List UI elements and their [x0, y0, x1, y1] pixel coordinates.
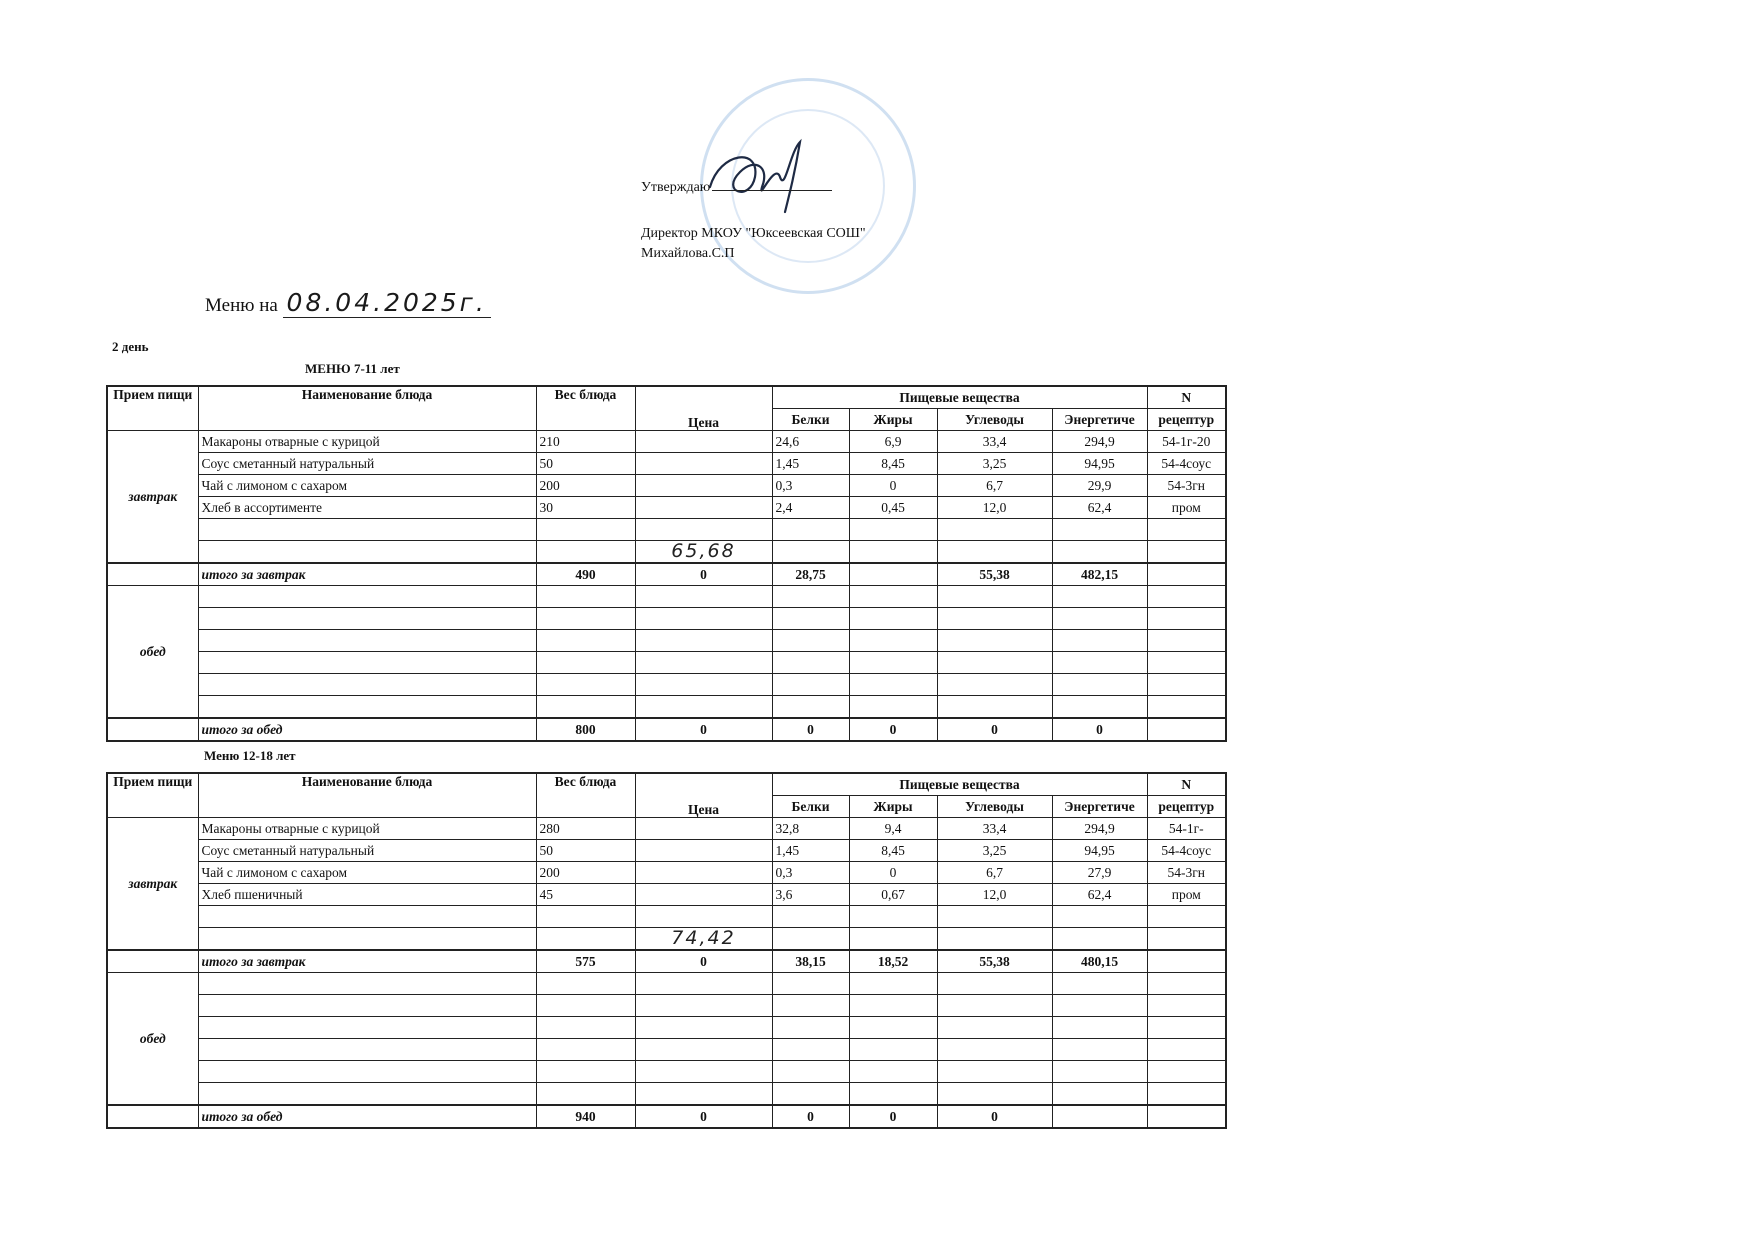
total-price: 0: [635, 950, 772, 973]
dish-carbs: 12,0: [937, 884, 1052, 906]
dish-protein: 32,8: [772, 818, 849, 840]
table-row: [107, 475, 1226, 497]
table-row-empty: [107, 519, 1226, 541]
dish-energy: 62,4: [1052, 884, 1147, 906]
total-energy: 0: [1052, 718, 1147, 741]
total-price: 0: [635, 563, 772, 586]
dish-recipe: 54-3гн: [1147, 475, 1226, 497]
dish-protein: 0,3: [772, 475, 849, 497]
dish-price: [635, 840, 772, 862]
col-energy: Энергетиче: [1052, 796, 1147, 818]
table-row-empty: [107, 928, 1226, 951]
total-protein: 0: [772, 718, 849, 741]
dish-name: Макароны отварные с курицой: [198, 431, 536, 453]
total-weight: 490: [536, 563, 635, 586]
total-fat: 0: [849, 718, 937, 741]
col-protein: Белки: [772, 796, 849, 818]
table-row-empty: [107, 630, 1226, 652]
table-row-empty: [107, 995, 1226, 1017]
menu-table-12-18: [106, 772, 1227, 1129]
dish-recipe: 54-1г-20: [1147, 431, 1226, 453]
dish-weight: 280: [536, 818, 635, 840]
dish-carbs: 33,4: [937, 818, 1052, 840]
table-row: [107, 884, 1226, 906]
col-recipe: рецептур: [1147, 409, 1226, 431]
total-carbs: 55,38: [937, 563, 1052, 586]
col-nutrients: Пищевые вещества: [772, 386, 1147, 409]
total-weight: 800: [536, 718, 635, 741]
table-row-empty: [107, 973, 1226, 995]
handwritten-price: 74,42: [671, 927, 736, 949]
lunch-total-row: [107, 718, 1226, 741]
total-carbs: 0: [937, 1105, 1052, 1128]
table-row: [107, 431, 1226, 453]
dish-name: Макароны отварные с курицой: [198, 818, 536, 840]
menu-date-heading: [205, 288, 491, 317]
approve-label: Утверждаю: [641, 180, 711, 195]
day-label: 2 день: [112, 339, 149, 354]
dish-protein: 1,45: [772, 840, 849, 862]
dish-carbs: 6,7: [937, 862, 1052, 884]
breakfast-total-row: [107, 950, 1226, 973]
total-carbs: 0: [937, 718, 1052, 741]
dish-fat: 8,45: [849, 453, 937, 475]
table-row-empty: [107, 652, 1226, 674]
director-name: Михайлова.С.П: [641, 246, 735, 261]
dish-fat: 8,45: [849, 840, 937, 862]
meal-breakfast: завтрак: [107, 431, 198, 564]
col-meal: Прием пищи: [107, 773, 198, 818]
dish-price: [635, 497, 772, 519]
meal-lunch: обед: [107, 586, 198, 719]
dish-recipe: 54-1г-: [1147, 818, 1226, 840]
col-carbs: Углеводы: [937, 796, 1052, 818]
menu-table-7-11: [106, 385, 1227, 742]
dish-fat: 0,45: [849, 497, 937, 519]
col-price: Цена: [635, 773, 772, 818]
total-carbs: 55,38: [937, 950, 1052, 973]
col-energy: Энергетиче: [1052, 409, 1147, 431]
total-protein: 28,75: [772, 563, 849, 586]
table-row: [107, 453, 1226, 475]
table-row: [107, 497, 1226, 519]
dish-price: [635, 475, 772, 497]
col-recipe-top: N: [1147, 773, 1226, 796]
dish-name: Хлеб в ассортименте: [198, 497, 536, 519]
dish-fat: 0,67: [849, 884, 937, 906]
col-weight: Вес блюда: [536, 386, 635, 431]
dish-price: [635, 862, 772, 884]
table-row: [107, 840, 1226, 862]
dish-energy: 294,9: [1052, 431, 1147, 453]
dish-name: Чай с лимоном с сахаром: [198, 475, 536, 497]
total-energy: [1052, 1105, 1147, 1128]
dish-carbs: 33,4: [937, 431, 1052, 453]
table-row-empty: [107, 906, 1226, 928]
table-row-empty: [107, 541, 1226, 564]
handwritten-price: 65,68: [671, 540, 736, 562]
total-label: итого за завтрак: [198, 950, 536, 973]
total-weight: 575: [536, 950, 635, 973]
dish-energy: 294,9: [1052, 818, 1147, 840]
col-fat: Жиры: [849, 409, 937, 431]
total-weight: 940: [536, 1105, 635, 1128]
col-carbs: Углеводы: [937, 409, 1052, 431]
total-fat: 18,52: [849, 950, 937, 973]
approval-line: [641, 180, 832, 196]
dish-name: Чай с лимоном с сахаром: [198, 862, 536, 884]
dish-weight: 30: [536, 497, 635, 519]
dish-carbs: 6,7: [937, 475, 1052, 497]
col-nutrients: Пищевые вещества: [772, 773, 1147, 796]
total-fat: 0: [849, 1105, 937, 1128]
dish-price: [635, 453, 772, 475]
dish-carbs: 3,25: [937, 453, 1052, 475]
section-title-7-11: МЕНЮ 7-11 лет: [305, 361, 400, 376]
col-price: Цена: [635, 386, 772, 431]
dish-weight: 200: [536, 862, 635, 884]
table-row-empty: [107, 1039, 1226, 1061]
dish-name: Соус сметанный натуральный: [198, 840, 536, 862]
table-row-empty: [107, 1017, 1226, 1039]
table-row: [107, 862, 1226, 884]
signature-line: [712, 190, 832, 191]
meal-lunch: обед: [107, 973, 198, 1106]
director-signature: [700, 132, 840, 222]
dish-energy: 27,9: [1052, 862, 1147, 884]
dish-fat: 0: [849, 475, 937, 497]
table-row-empty: [107, 674, 1226, 696]
dish-fat: 6,9: [849, 431, 937, 453]
dish-protein: 3,6: [772, 884, 849, 906]
col-dish: Наименование блюда: [198, 386, 536, 431]
total-fat: [849, 563, 937, 586]
dish-price: [635, 818, 772, 840]
total-label: итого за обед: [198, 1105, 536, 1128]
dish-fat: 0: [849, 862, 937, 884]
dish-price: [635, 431, 772, 453]
dish-weight: 210: [536, 431, 635, 453]
breakfast-total-row: [107, 563, 1226, 586]
dish-recipe: пром: [1147, 884, 1226, 906]
dish-recipe: 54-4соус: [1147, 453, 1226, 475]
dish-protein: 24,6: [772, 431, 849, 453]
table-row-empty: [107, 586, 1226, 608]
total-price: 0: [635, 1105, 772, 1128]
dish-energy: 29,9: [1052, 475, 1147, 497]
col-recipe-top: N: [1147, 386, 1226, 409]
dish-recipe: 54-4соус: [1147, 840, 1226, 862]
dish-weight: 50: [536, 453, 635, 475]
total-price: 0: [635, 718, 772, 741]
col-meal: Прием пищи: [107, 386, 198, 431]
col-protein: Белки: [772, 409, 849, 431]
dish-protein: 1,45: [772, 453, 849, 475]
dish-weight: 45: [536, 884, 635, 906]
dish-name: Хлеб пшеничный: [198, 884, 536, 906]
dish-carbs: 3,25: [937, 840, 1052, 862]
table-row-empty: [107, 1061, 1226, 1083]
total-energy: 480,15: [1052, 950, 1147, 973]
total-protein: 0: [772, 1105, 849, 1128]
dish-name: Соус сметанный натуральный: [198, 453, 536, 475]
table-row-empty: [107, 1083, 1226, 1106]
dish-recipe: 54-3гн: [1147, 862, 1226, 884]
director-title: Директор МКОУ "Юксеевская СОШ": [641, 226, 866, 241]
meal-breakfast: завтрак: [107, 818, 198, 951]
menu-date-handwritten: 08.04.2025г.: [283, 288, 491, 318]
total-label: итого за завтрак: [198, 563, 536, 586]
dish-energy: 94,95: [1052, 453, 1147, 475]
section-title-12-18: Меню 12-18 лет: [204, 748, 296, 763]
dish-price: [635, 884, 772, 906]
dish-carbs: 12,0: [937, 497, 1052, 519]
total-label: итого за обед: [198, 718, 536, 741]
menu-label: Меню на: [205, 295, 278, 316]
col-recipe: рецептур: [1147, 796, 1226, 818]
table-row-empty: [107, 696, 1226, 719]
dish-weight: 200: [536, 475, 635, 497]
dish-weight: 50: [536, 840, 635, 862]
dish-recipe: пром: [1147, 497, 1226, 519]
total-energy: 482,15: [1052, 563, 1147, 586]
lunch-total-row: [107, 1105, 1226, 1128]
table-row: [107, 818, 1226, 840]
dish-energy: 94,95: [1052, 840, 1147, 862]
dish-fat: 9,4: [849, 818, 937, 840]
col-dish: Наименование блюда: [198, 773, 536, 818]
dish-protein: 0,3: [772, 862, 849, 884]
dish-energy: 62,4: [1052, 497, 1147, 519]
dish-protein: 2,4: [772, 497, 849, 519]
table-row-empty: [107, 608, 1226, 630]
total-protein: 38,15: [772, 950, 849, 973]
col-weight: Вес блюда: [536, 773, 635, 818]
col-fat: Жиры: [849, 796, 937, 818]
